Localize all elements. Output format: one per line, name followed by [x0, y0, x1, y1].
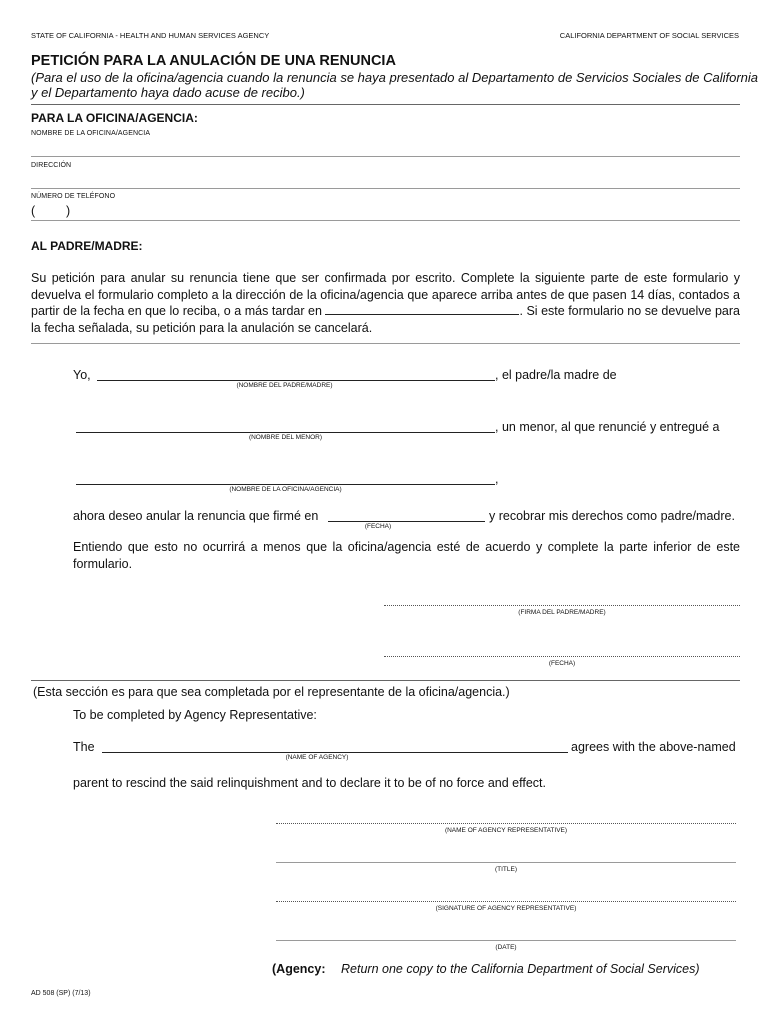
comma: , — [495, 472, 499, 486]
parent-signature-field[interactable] — [384, 590, 744, 606]
agency-instruction-label: (Agency: — [272, 962, 326, 976]
phone-area-code-field[interactable] — [40, 204, 71, 220]
deadline-date-field[interactable] — [325, 303, 519, 315]
parent-name-caption: (NOMBRE DEL PADRE/MADRE) — [236, 382, 333, 389]
representative-name-caption: (NAME OF AGENCY REPRESENTATIVE) — [444, 827, 568, 834]
relinquishment-date-caption: (FECHA) — [364, 523, 392, 530]
divider — [31, 104, 740, 105]
form-subtitle-line1: (Para el uso de la oficina/agencia cuando la renuncia se haya presentado al Departamento de Servicios Sociales de California — [31, 70, 758, 85]
parent-section-heading: AL PADRE/MADRE: — [31, 239, 143, 253]
minor-name-line — [76, 432, 495, 433]
form-title: PETICIÓN PARA LA ANULACIÓN DE UNA RENUNCIA — [31, 53, 396, 69]
rescind-text-after: y recobrar mis derechos como padre/madre. — [489, 509, 735, 523]
receiving-agency-line — [76, 484, 495, 485]
parent-signature-date-caption: (FECHA) — [548, 660, 576, 667]
instructions-text-part1: Su petición para anular su renuncia tiene que ser confirmada por escrito. Complete la siguiente parte de este formulario y devuelva el formulario completo a la dirección de la oficina/agencia que aparece arriba antes de que pasen 14 días, contados a partir de la fecha en que lo reciba, o a más tardar en — [31, 271, 740, 318]
form-subtitle-line2: y el Departamento haya dado acuse de recibo.) — [31, 85, 305, 100]
understand-paragraph: Entiendo que esto no ocurrirá a menos que la oficina/agencia esté de acuerdo y complete la parte inferior de este formulario. — [73, 540, 740, 571]
representative-title-field[interactable] — [276, 847, 740, 863]
representative-signature-field[interactable] — [276, 886, 740, 902]
parent-signature-date-line — [384, 656, 740, 657]
address-label: DIRECCIÓN — [31, 162, 72, 169]
header-department: CALIFORNIA DEPARTMENT OF SOCIAL SERVICES — [559, 31, 739, 40]
divider — [31, 343, 740, 344]
name-of-agency-caption: (NAME OF AGENCY) — [285, 754, 349, 761]
address-field[interactable] — [31, 172, 744, 188]
yo-label: Yo, — [73, 368, 91, 382]
agency-section-heading: PARA LA OFICINA/AGENCIA: — [31, 111, 198, 125]
representative-title-caption: (TITLE) — [494, 866, 518, 873]
parent-signature-caption: (FIRMA DEL PADRE/MADRE) — [518, 609, 606, 616]
representative-signature-caption: (SIGNATURE OF AGENCY REPRESENTATIVE) — [435, 905, 577, 912]
parent-signature-line — [384, 605, 740, 606]
parent-instructions-paragraph — [31, 270, 740, 336]
phone-label: NÚMERO DE TELÉFONO — [31, 193, 116, 200]
representative-date-line — [276, 940, 736, 941]
parent-name-line — [97, 380, 495, 381]
rescind-text-before: ahora deseo anular la renuncia que firmé en — [73, 509, 319, 523]
representative-signature-line — [276, 901, 736, 902]
phone-open-paren: ( — [31, 204, 36, 218]
agency-name-field[interactable] — [31, 140, 744, 156]
minor-text: , un menor, al que renuncié y entregué a — [495, 420, 720, 434]
parent-signature-date-field[interactable] — [384, 641, 744, 657]
representative-name-line — [276, 823, 736, 824]
minor-name-caption: (NOMBRE DEL MENOR) — [248, 434, 323, 441]
parent-of-text: , el padre/la madre de — [495, 368, 617, 382]
agency-name-caption: (NOMBRE DE LA OFICINA/AGENCIA) — [229, 486, 342, 493]
representative-title-line — [276, 862, 736, 863]
representative-date-caption: (DATE) — [495, 944, 517, 951]
agency-instruction-text: Return one copy to the California Department of Social Services) — [341, 962, 700, 976]
phone-number-field[interactable] — [76, 204, 744, 220]
divider — [31, 680, 740, 681]
representative-heading: To be completed by Agency Representative: — [73, 708, 317, 722]
representative-date-field[interactable] — [276, 925, 740, 941]
agency-name-label: NOMBRE DE LA OFICINA/AGENCIA — [31, 130, 151, 137]
agency-name-line — [31, 156, 740, 157]
name-of-agency-line — [102, 752, 568, 753]
representative-name-field[interactable] — [276, 808, 740, 824]
form-id: AD 508 (SP) (7/13) — [31, 990, 91, 997]
agrees-text: agrees with the above-named — [571, 740, 736, 754]
phone-line — [31, 220, 740, 221]
the-label: The — [73, 740, 95, 754]
instructions-text-part2: . Si este formulario no se devuelve para la fecha señalada, su petición para la anulación se cancelará. — [31, 304, 740, 335]
header-agency: STATE OF CALIFORNIA - HEALTH AND HUMAN SERVICES AGENCY — [31, 31, 270, 40]
phone-close-paren: ) — [66, 204, 71, 218]
relinquishment-date-line — [328, 521, 485, 522]
address-line — [31, 188, 740, 189]
representative-note: (Esta sección es para que sea completada por el representante de la oficina/agencia.) — [33, 685, 510, 699]
rescind-statement: parent to rescind the said relinquishment and to declare it to be of no force and effect. — [73, 776, 546, 790]
